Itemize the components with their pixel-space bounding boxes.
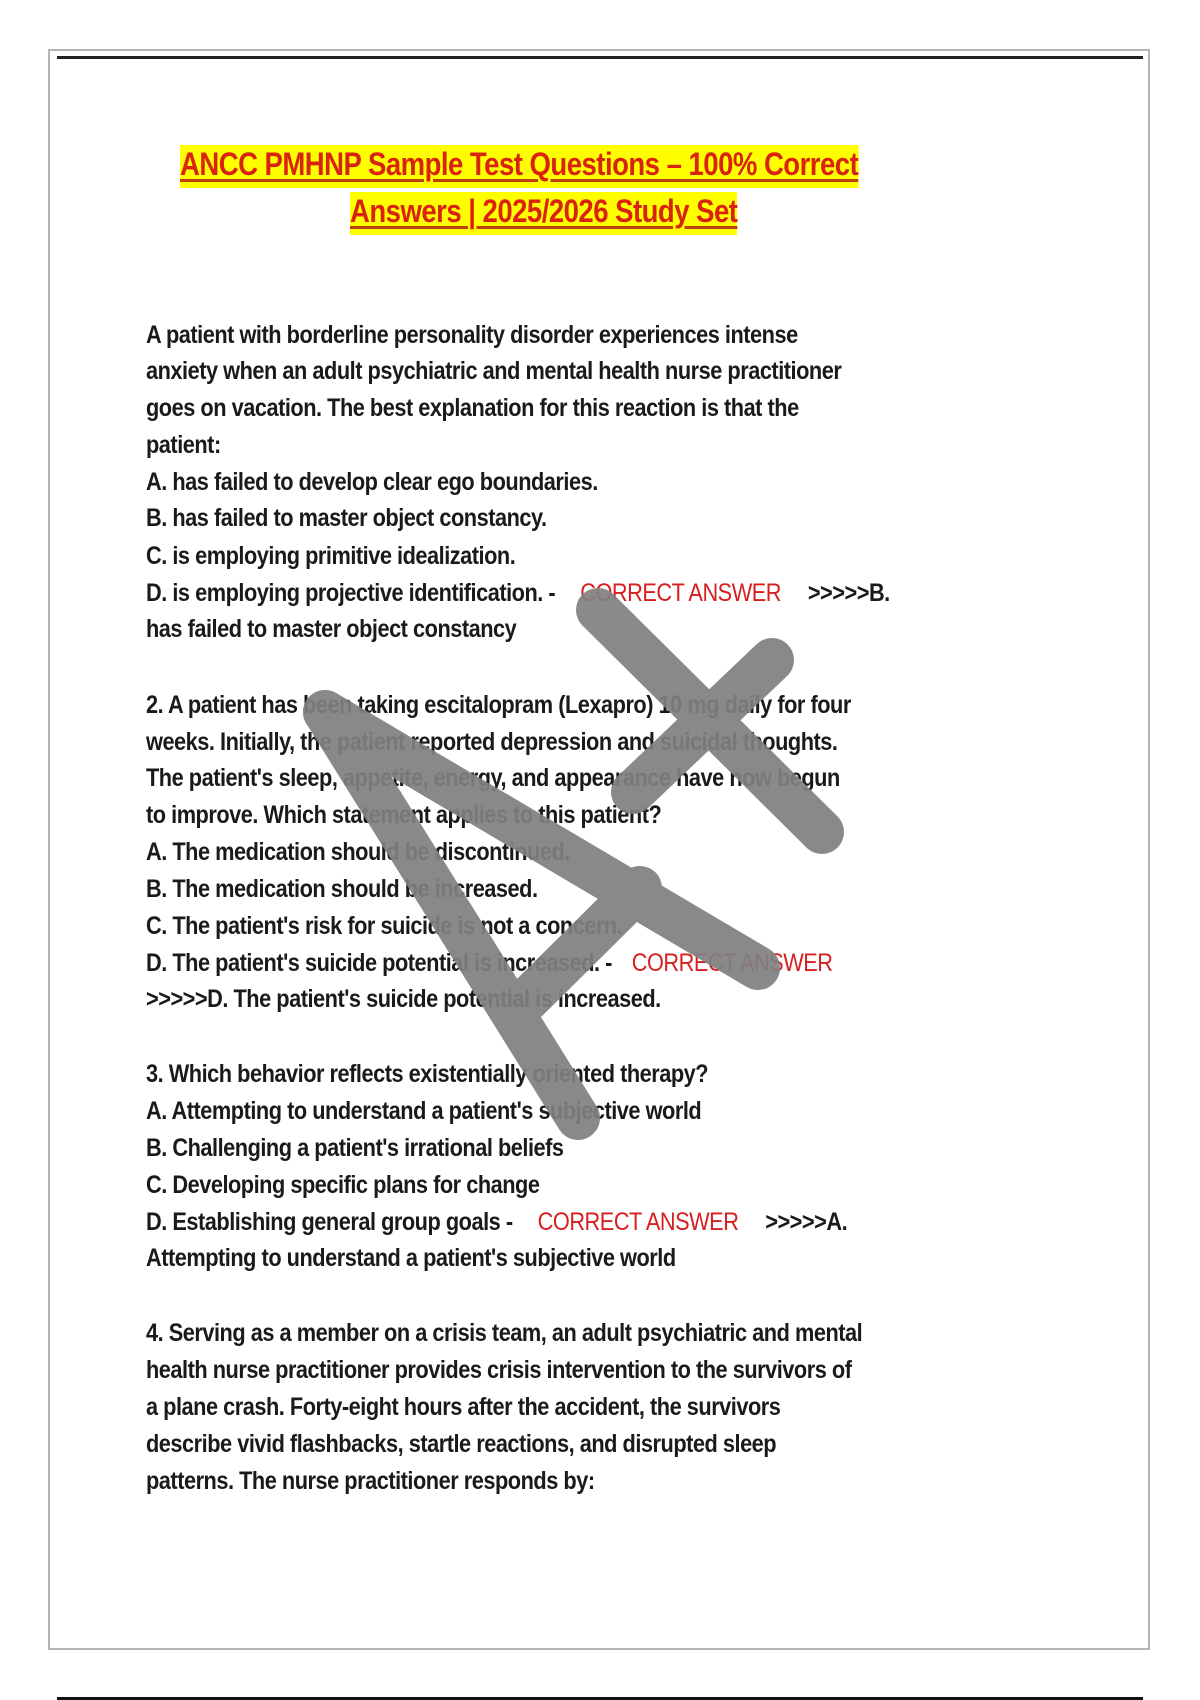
option-a: A. Attempting to understand a patient's subjective world (146, 1097, 702, 1125)
question-stem-line: patterns. The nurse practitioner responds by: (146, 1467, 595, 1495)
answer-text: has failed to master object constancy (146, 615, 517, 643)
question-stem-line: goes on vacation. The best explanation for this reaction is that the (146, 394, 799, 422)
question-stem-line: a plane crash. Forty-eight hours after the accident, the survivors (146, 1393, 781, 1421)
option-d: D. Establishing general group goals - (146, 1208, 513, 1236)
title-text-2: Answers | 2025/2026 Study Set (350, 192, 737, 235)
header-rule (57, 56, 1143, 59)
option-b: B. Challenging a patient's irrational beliefs (146, 1134, 564, 1162)
option-c: C. is employing primitive idealization. (146, 542, 516, 570)
option-d: D. The patient's suicide potential is increased. - (146, 949, 612, 977)
document-title-line-2 (350, 193, 737, 230)
question-stem-line: A patient with borderline personality disorder experiences intense (146, 321, 798, 349)
option-a: A. The medication should be discontinued. (146, 838, 570, 866)
question-stem-line: anxiety when an adult psychiatric and mental health nurse practitioner (146, 357, 842, 385)
option-d-with-answer (146, 578, 890, 608)
title-text-1: ANCC PMHNP Sample Test Questions – 100% Correct (180, 145, 858, 188)
question-stem-line: patient: (146, 431, 221, 459)
question-stem-line: The patient's sleep, appetite, energy, and appearance have now begun (146, 764, 840, 792)
correct-answer-label: CORRECT ANSWER (537, 1208, 739, 1236)
correct-answer-label: CORRECT ANSWER (580, 579, 782, 607)
question-stem-line: 4. Serving as a member on a crisis team, an adult psychiatric and mental (146, 1319, 863, 1347)
answer-text: >>>>>D. The patient's suicide potential is increased. (146, 985, 661, 1013)
option-c: C. Developing specific plans for change (146, 1171, 540, 1199)
answer-letter: >>>>>B. (807, 579, 890, 607)
question-stem-line: 3. Which behavior reflects existentially oriented therapy? (146, 1060, 709, 1088)
option-b: B. has failed to master object constancy. (146, 504, 547, 532)
option-a: A. has failed to develop clear ego boundaries. (146, 468, 598, 496)
option-c: C. The patient's risk for suicide is not a concern. (146, 912, 623, 940)
question-stem-line: describe vivid flashbacks, startle reactions, and disrupted sleep (146, 1430, 777, 1458)
question-stem-line: health nurse practitioner provides crisis intervention to the survivors of (146, 1356, 852, 1384)
question-stem-line: weeks. Initially, the patient reported depression and suicidal thoughts. (146, 728, 838, 756)
question-stem-line: 2. A patient has been taking escitalopram (Lexapro) 10 mg daily for four (146, 691, 851, 719)
option-b: B. The medication should be increased. (146, 875, 538, 903)
option-d-with-answer (146, 1207, 847, 1237)
option-d: D. is employing projective identification. - (146, 579, 556, 607)
question-stem-line: to improve. Which statement applies to this patient? (146, 801, 662, 829)
correct-answer-label: CORRECT ANSWER (631, 949, 833, 977)
answer-text: Attempting to understand a patient's subjective world (146, 1244, 676, 1272)
option-d-with-answer (146, 948, 833, 978)
answer-letter: >>>>>A. (765, 1208, 848, 1236)
document-title-line-1 (180, 146, 858, 183)
